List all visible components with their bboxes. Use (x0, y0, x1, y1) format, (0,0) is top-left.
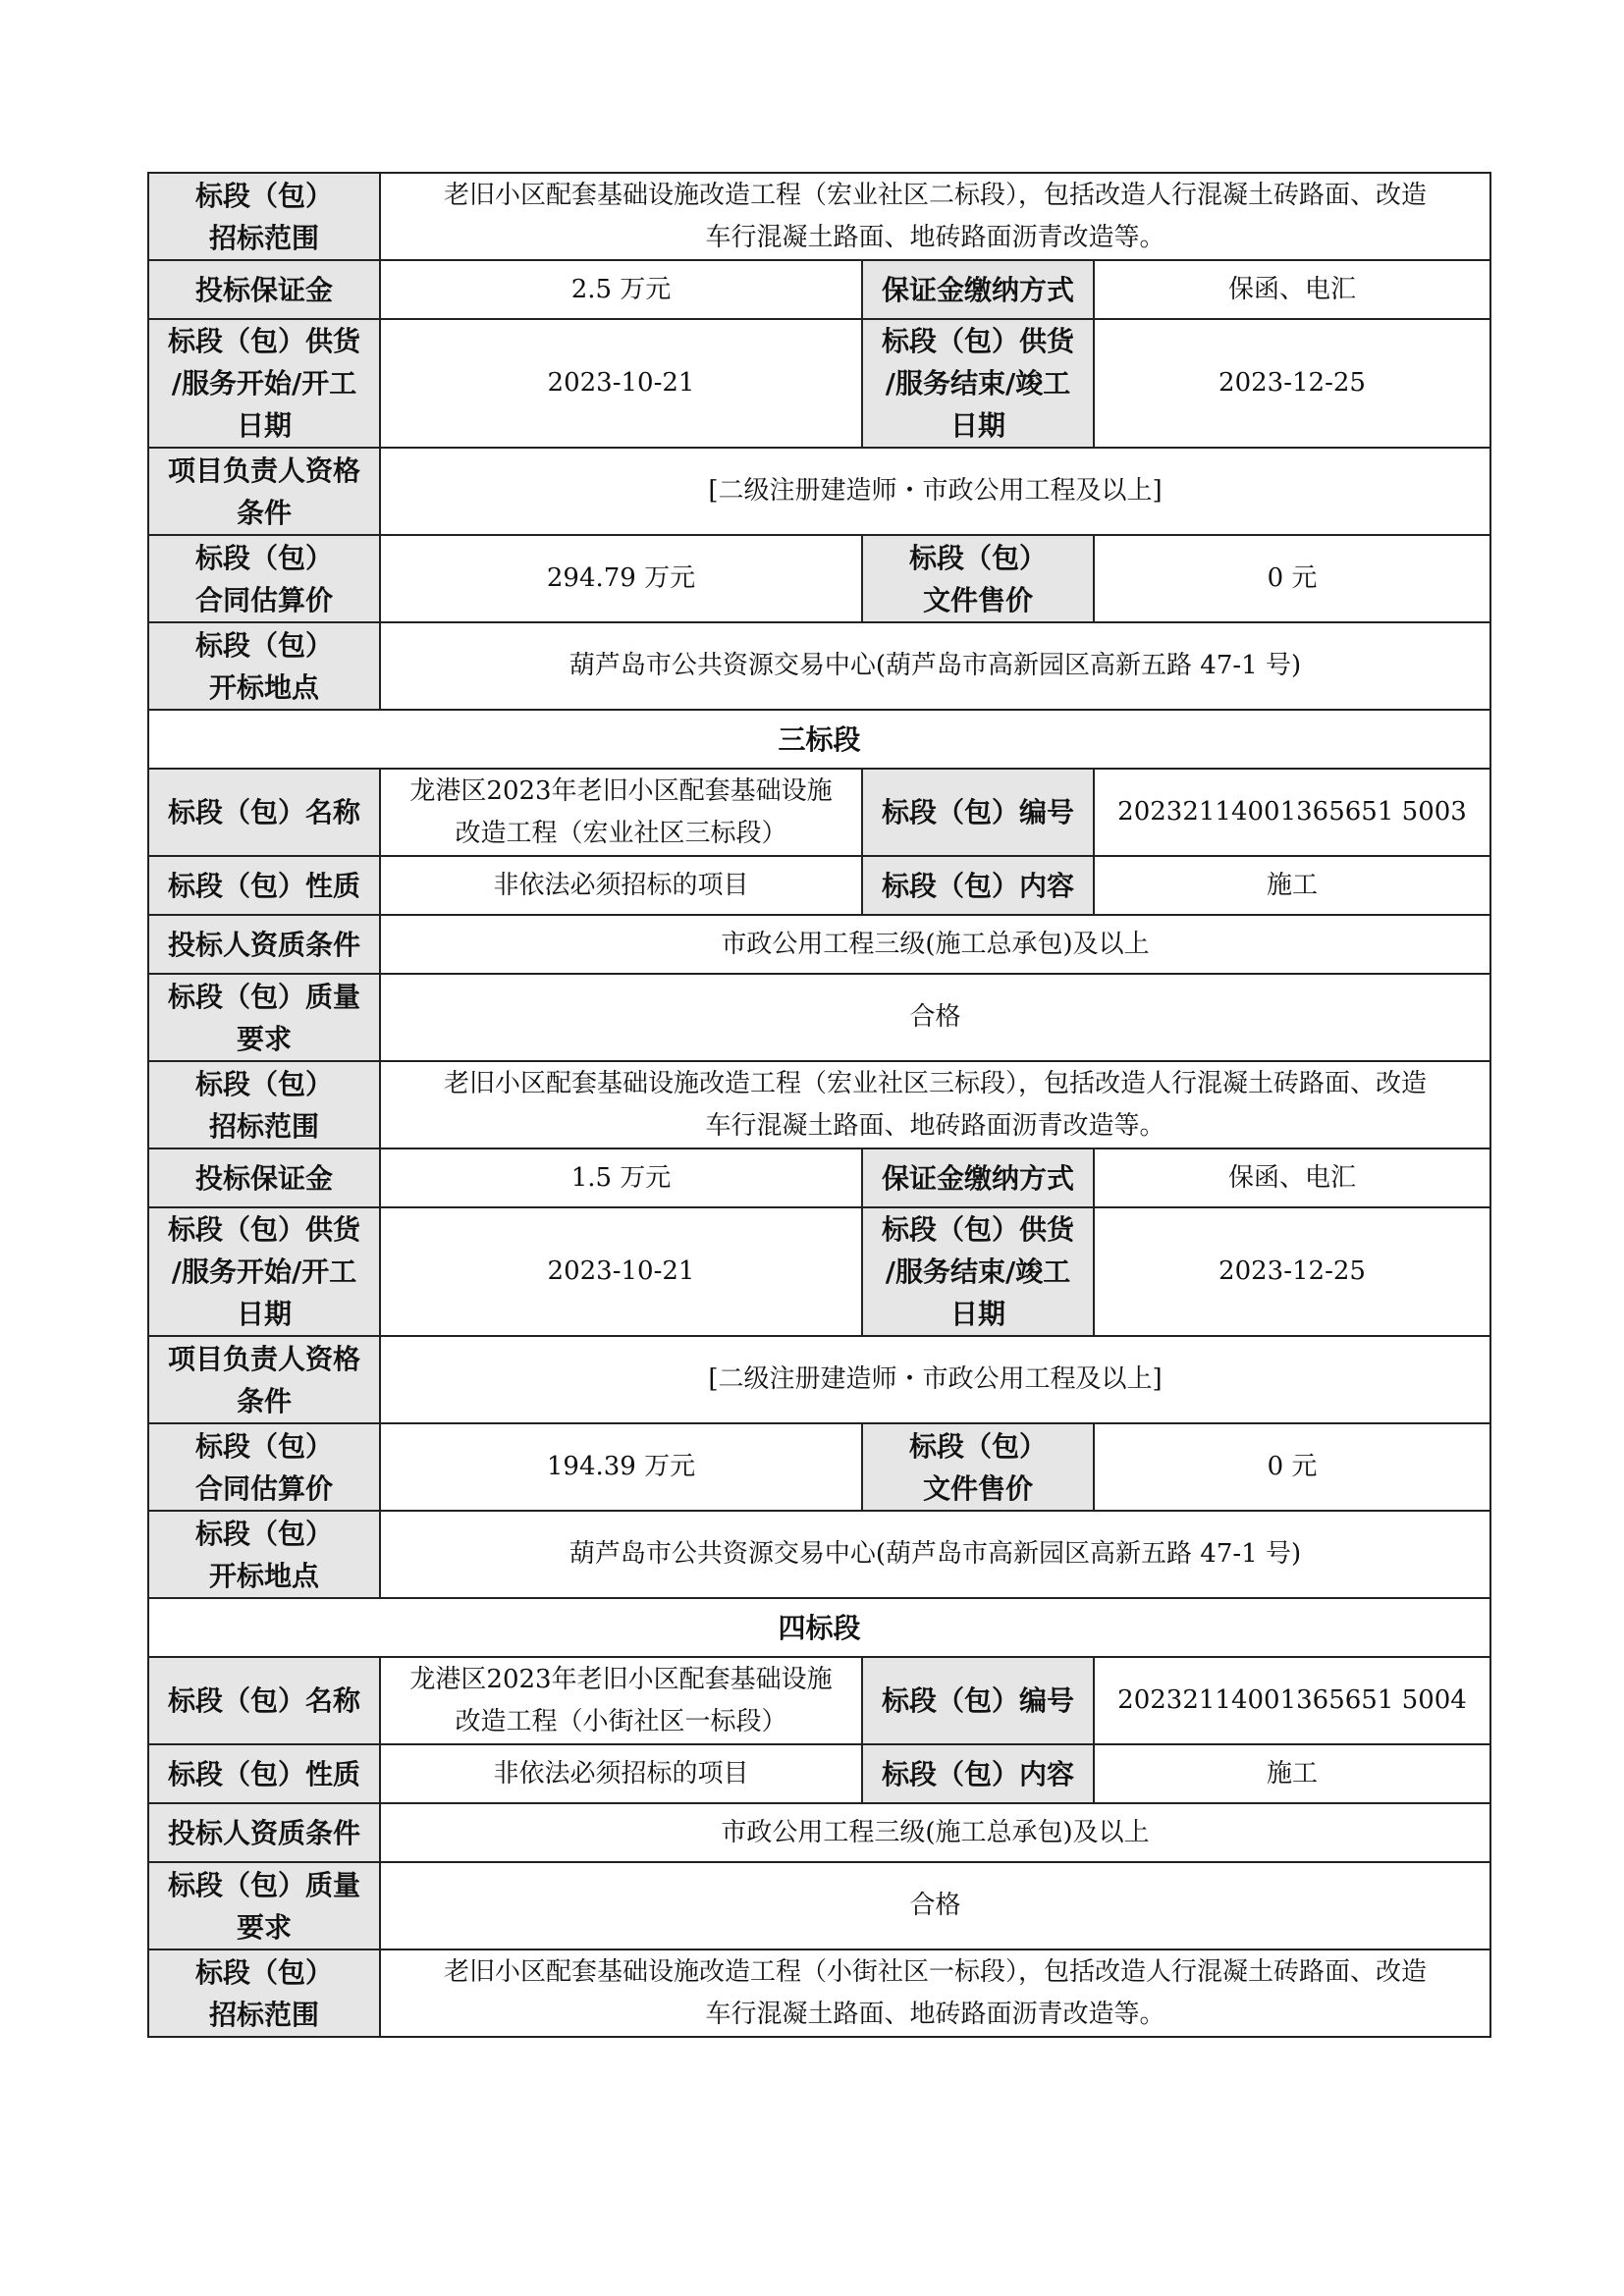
section3-location-value: 葫芦岛市公共资源交易中心(葫芦岛市高新园区高新五路 47-1 号) (380, 1511, 1490, 1598)
section4-qual-label: 投标人资质条件 (148, 1803, 380, 1862)
pre-location-row (148, 622, 1490, 710)
section3-qual-label: 投标人资质条件 (148, 915, 380, 974)
section4-nature-row (148, 1744, 1490, 1803)
pre-scope-label: 标段（包） 招标范围 (148, 173, 380, 260)
section3-end-label: 标段（包）供货 /服务结束/竣工 日期 (862, 1207, 1094, 1336)
section3-name-value: 龙港区2023年老旧小区配套基础设施 改造工程（宏业社区三标段） (380, 769, 862, 856)
section3-manager-row (148, 1336, 1490, 1423)
pre-start-value: 2023-10-21 (380, 319, 862, 448)
pre-location-label: 标段（包） 开标地点 (148, 622, 380, 710)
section3-nature-value: 非依法必须招标的项目 (380, 856, 862, 915)
section3-scope-value: 老旧小区配套基础设施改造工程（宏业社区三标段），包括改造人行混凝土砖路面、改造 车行混凝土路面、地砖路面沥青改造等。 (380, 1061, 1490, 1148)
section4-name-label: 标段（包）名称 (148, 1657, 380, 1744)
pre-price-label: 标段（包） 合同估算价 (148, 535, 380, 622)
pre-price-row (148, 535, 1490, 622)
pre-location-value: 葫芦岛市公共资源交易中心(葫芦岛市高新园区高新五路 47-1 号) (380, 622, 1490, 710)
section3-nature-label: 标段（包）性质 (148, 856, 380, 915)
section3-qual-row (148, 915, 1490, 974)
pre-manager-label: 项目负责人资格 条件 (148, 448, 380, 535)
section4-name-value: 龙港区2023年老旧小区配套基础设施 改造工程（小街社区一标段） (380, 1657, 862, 1744)
section3-end-value: 2023-12-25 (1094, 1207, 1490, 1336)
section3-location-label: 标段（包） 开标地点 (148, 1511, 380, 1598)
pre-start-label: 标段（包）供货 /服务开始/开工 日期 (148, 319, 380, 448)
pre-scope-row (148, 173, 1490, 260)
section3-code-label: 标段（包）编号 (862, 769, 1094, 856)
section4-quality-value: 合格 (380, 1862, 1490, 1949)
pre-end-value: 2023-12-25 (1094, 319, 1490, 448)
bid-section-table (147, 172, 1491, 2038)
pre-bond-row (148, 260, 1490, 319)
section3-code-value: 20232114001365651 5003 (1094, 769, 1490, 856)
section4-code-value: 20232114001365651 5004 (1094, 1657, 1490, 1744)
section3-qual-value: 市政公用工程三级(施工总承包)及以上 (380, 915, 1490, 974)
section3-nature-row (148, 856, 1490, 915)
section4-name-row (148, 1657, 1490, 1744)
section3-price-row (148, 1423, 1490, 1511)
section3-manager-label: 项目负责人资格 条件 (148, 1336, 380, 1423)
section3-bond-row (148, 1148, 1490, 1207)
section3-header-row (148, 710, 1490, 769)
section3-start-label: 标段（包）供货 /服务开始/开工 日期 (148, 1207, 380, 1336)
section3-scope-row (148, 1061, 1490, 1148)
pre-dates-row (148, 319, 1490, 448)
section3-quality-value: 合格 (380, 974, 1490, 1061)
section3-dates-row (148, 1207, 1490, 1336)
section4-scope-value: 老旧小区配套基础设施改造工程（小街社区一标段），包括改造人行混凝土砖路面、改造 车行混凝土路面、地砖路面沥青改造等。 (380, 1949, 1490, 2037)
section4-scope-row (148, 1949, 1490, 2037)
section3-quality-row (148, 974, 1490, 1061)
section3-price-value: 194.39 万元 (380, 1423, 862, 1511)
pre-doc-fee-label: 标段（包） 文件售价 (862, 535, 1094, 622)
section4-qual-value: 市政公用工程三级(施工总承包)及以上 (380, 1803, 1490, 1862)
section4-scope-label: 标段（包） 招标范围 (148, 1949, 380, 2037)
pre-scope-value: 老旧小区配套基础设施改造工程（宏业社区二标段），包括改造人行混凝土砖路面、改造 车行混凝土路面、地砖路面沥青改造等。 (380, 173, 1490, 260)
pre-doc-fee-value: 0 元 (1094, 535, 1490, 622)
section3-scope-label: 标段（包） 招标范围 (148, 1061, 380, 1148)
section4-qual-row (148, 1803, 1490, 1862)
section3-content-value: 施工 (1094, 856, 1490, 915)
pre-bond-label: 投标保证金 (148, 260, 380, 319)
section3-doc-fee-label: 标段（包） 文件售价 (862, 1423, 1094, 1511)
section3-start-value: 2023-10-21 (380, 1207, 862, 1336)
section4-nature-label: 标段（包）性质 (148, 1744, 380, 1803)
section4-content-label: 标段（包）内容 (862, 1744, 1094, 1803)
section3-name-label: 标段（包）名称 (148, 769, 380, 856)
pre-bond-method-value: 保函、电汇 (1094, 260, 1490, 319)
section3-manager-value: [二级注册建造师・市政公用工程及以上] (380, 1336, 1490, 1423)
section3-location-row (148, 1511, 1490, 1598)
section4-nature-value: 非依法必须招标的项目 (380, 1744, 862, 1803)
section3-content-label: 标段（包）内容 (862, 856, 1094, 915)
section3-quality-label: 标段（包）质量 要求 (148, 974, 380, 1061)
section3-title: 三标段 (148, 710, 1490, 769)
pre-price-value: 294.79 万元 (380, 535, 862, 622)
section3-bond-value: 1.5 万元 (380, 1148, 862, 1207)
section3-doc-fee-value: 0 元 (1094, 1423, 1490, 1511)
pre-bond-value: 2.5 万元 (380, 260, 862, 319)
section4-code-label: 标段（包）编号 (862, 1657, 1094, 1744)
section3-price-label: 标段（包） 合同估算价 (148, 1423, 380, 1511)
pre-manager-value: [二级注册建造师・市政公用工程及以上] (380, 448, 1490, 535)
pre-bond-method-label: 保证金缴纳方式 (862, 260, 1094, 319)
section3-name-row (148, 769, 1490, 856)
section4-quality-label: 标段（包）质量 要求 (148, 1862, 380, 1949)
pre-manager-row (148, 448, 1490, 535)
section3-bond-method-label: 保证金缴纳方式 (862, 1148, 1094, 1207)
section4-quality-row (148, 1862, 1490, 1949)
section4-content-value: 施工 (1094, 1744, 1490, 1803)
section4-title: 四标段 (148, 1598, 1490, 1657)
section3-bond-label: 投标保证金 (148, 1148, 380, 1207)
section4-header-row (148, 1598, 1490, 1657)
pre-end-label: 标段（包）供货 /服务结束/竣工 日期 (862, 319, 1094, 448)
section3-bond-method-value: 保函、电汇 (1094, 1148, 1490, 1207)
